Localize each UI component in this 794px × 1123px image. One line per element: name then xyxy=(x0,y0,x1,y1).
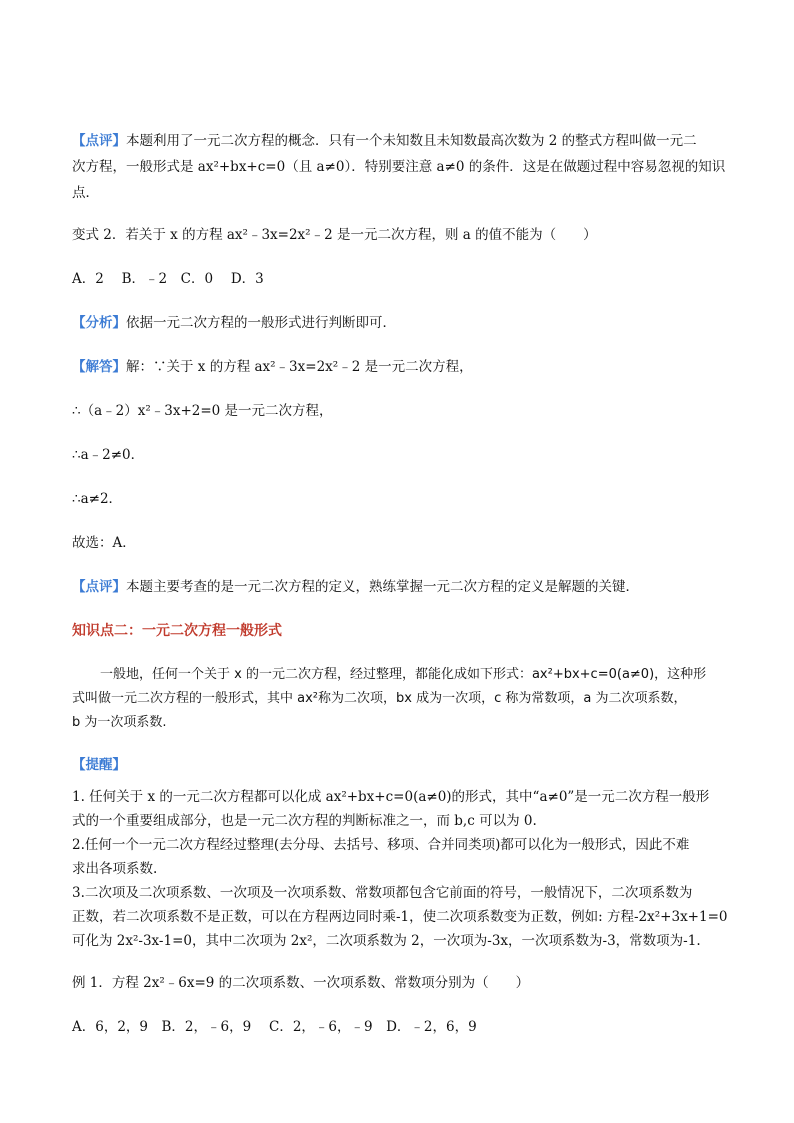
solution-step: ∴a﹣2≠0． xyxy=(72,447,145,463)
comment-paragraph-line xyxy=(72,578,639,596)
section-paragraph: 一般地，任何一个关于 x 的一元二次方程，经过整理，都能化成如下形式：ax²+bx+c=0(a≠0)，这种形 xyxy=(100,667,707,682)
section-paragraph: b 为一次项系数. xyxy=(72,715,167,730)
reminder-text: 式的一个重要组成部分，也是一元二次方程的判断标准之一，而 b,c 可以为 0. xyxy=(72,813,537,829)
solution-answer: 故选：A． xyxy=(72,535,136,551)
variant-options: A．2 B．﹣2 C．0 D．3 xyxy=(72,271,264,287)
analysis-tag: 【分析】 xyxy=(72,315,126,331)
solution-step: ∴a≠2． xyxy=(72,491,123,507)
solution-text: 解：∵关于 x 的方程 ax²﹣3x=2x²﹣2 是一元二次方程， xyxy=(126,359,473,375)
comment-tag: 【点评】 xyxy=(72,133,126,149)
comment-text: 点． xyxy=(72,185,99,201)
reminder-text: 可化为 2x²-3x-1=0，其中二次项为 2x²，二次项系数为 2，一次项为-3x，一次项系数为-3，常数项为-1. xyxy=(72,933,701,949)
example-options: A．6，2，9 B．2，﹣6，9 C．2，﹣6，﹣9 D．﹣2，6，9 xyxy=(72,1019,477,1035)
variant-question: 变式 2．若关于 x 的方程 ax²﹣3x=2x²﹣2 是一元二次方程，则 a 的值不能为（ ） xyxy=(72,227,597,243)
reminder-text: 2.任何一个一元二次方程经过整理(去分母、去括号、移项、合并同类项)都可以化为一般形式，因此不难 xyxy=(72,837,690,853)
section-title: 知识点二：一元二次方程一般形式 xyxy=(72,623,282,639)
solution-line xyxy=(72,358,473,376)
comment-text: 本题利用了一元二次方程的概念．只有一个未知数且未知数最高次数为 2 的整式方程叫做一元二 xyxy=(126,133,697,149)
reminder-text: 正数，若二次项系数不是正数，可以在方程两边同时乘-1，使二次项系数变为正数，例如: 方程-2x²+3x+1=0 xyxy=(72,909,728,925)
comment-tag: 【点评】 xyxy=(72,579,126,595)
comment-text: 次方程，一般形式是 ax²+bx+c=0（且 a≠0）．特别要注意 a≠0 的条件．这是在做题过程中容易忽视的知识 xyxy=(72,159,726,175)
comment-text: 本题主要考查的是一元二次方程的定义，熟练掌握一元二次方程的定义是解题的关键． xyxy=(126,579,639,595)
example-question: 例 1．方程 2x²﹣6x=9 的二次项系数、一次项系数、常数项分别为（ ） xyxy=(72,975,530,991)
solution-step: ∴（a﹣2）x²﹣3x+2=0 是一元二次方程， xyxy=(72,403,333,419)
analysis-text: 依据一元二次方程的一般形式进行判断即可． xyxy=(126,315,396,331)
reminder-text: 1. 任何关于 x 的一元二次方程都可以化成 ax²+bx+c=0(a≠0)的形式，其中“a≠0”是一元二次方程一般形 xyxy=(72,789,710,805)
reminder-text: 求出各项系数. xyxy=(72,861,158,877)
comment-paragraph-line xyxy=(72,132,697,150)
section-paragraph: 式叫做一元二次方程的一般形式，其中 ax²称为二次项，bx 成为一次项，c 称为常数项，a 为二次项系数， xyxy=(72,691,687,706)
reminder-tag: 【提醒】 xyxy=(72,757,126,773)
reminder-text: 3.二次项及二次项系数、一次项及一次项系数、常数项都包含它前面的符号，一般情况下，二次项系数为 xyxy=(72,885,693,901)
analysis-line xyxy=(72,314,396,332)
solution-tag: 【解答】 xyxy=(72,359,126,375)
